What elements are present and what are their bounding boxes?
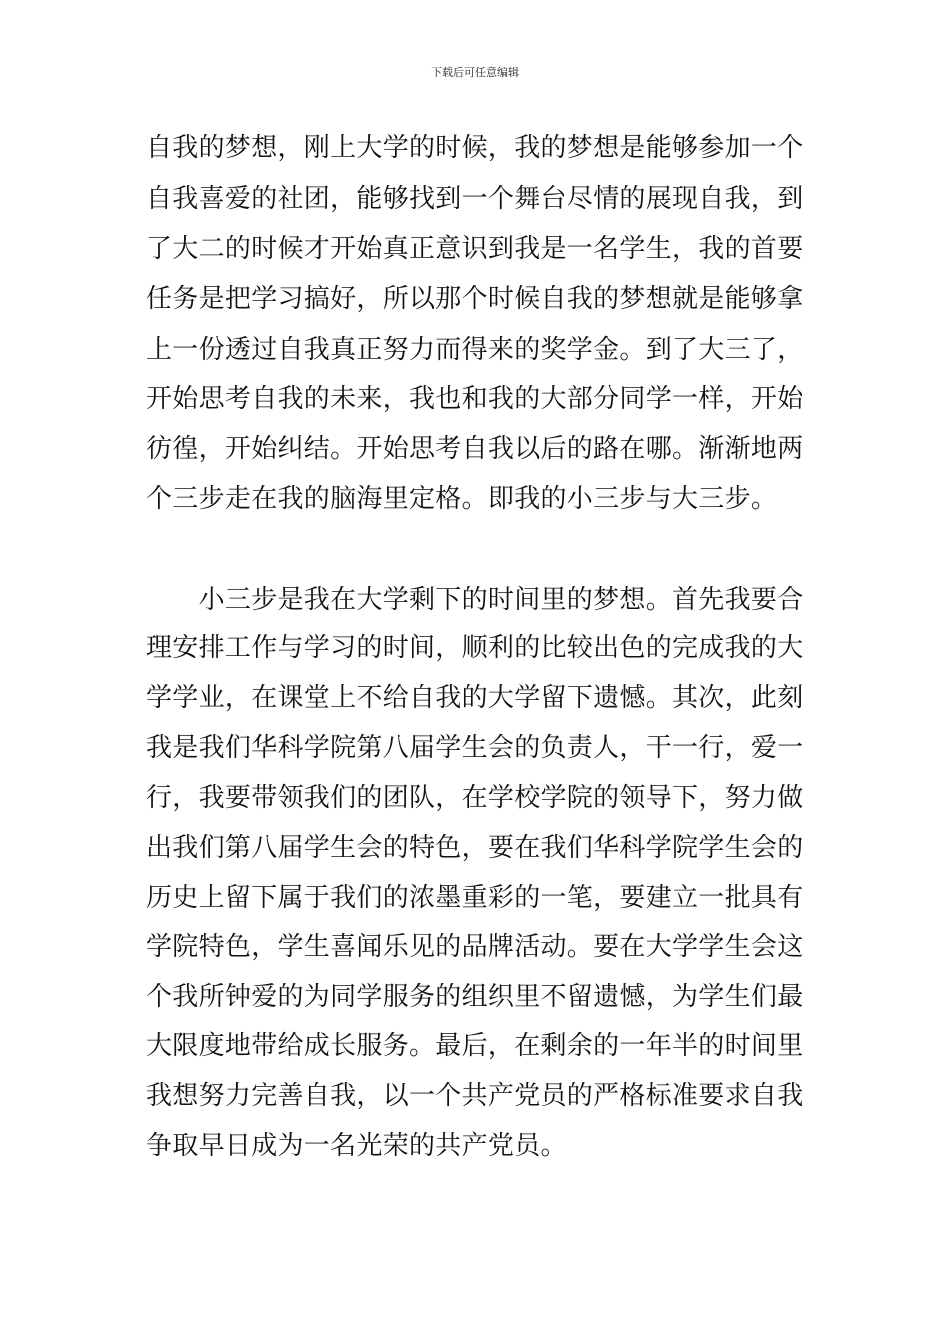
text-line: 大限度地带给成长服务。最后，在剩余的一年半的时间里 (146, 1031, 804, 1061)
text-line: 理安排工作与学习的时间，顺利的比较出色的完成我的大 (146, 633, 804, 663)
text-line: 出我们第八届学生会的特色，要在我们华科学院学生会的 (146, 833, 804, 863)
text-line: 开始思考自我的未来，我也和我的大部分同学一样，开始 (146, 384, 804, 414)
text-line: 上一份透过自我真正努力而得来的奖学金。到了大三了， (146, 335, 804, 365)
text-line: 学学业，在课堂上不给自我的大学留下遗憾。其次，此刻 (146, 683, 804, 713)
text-line: 自我喜爱的社团，能够找到一个舞台尽情的展现自我，到 (146, 184, 804, 214)
text-line: 个我所钟爱的为同学服务的组织里不留遗憾，为学生们最 (146, 982, 804, 1012)
text-line: 小三步是我在大学剩下的时间里的梦想。首先我要合 (146, 585, 804, 615)
text-line: 学院特色，学生喜闻乐见的品牌活动。要在大学学生会这 (146, 932, 804, 962)
text-line: 历史上留下属于我们的浓墨重彩的一笔，要建立一批具有 (146, 883, 804, 913)
text-line: 个三步走在我的脑海里定格。即我的小三步与大三步。 (146, 484, 778, 514)
text-line: 行，我要带领我们的团队，在学校学院的领导下，努力做 (146, 783, 804, 813)
text-line: 自我的梦想，刚上大学的时候，我的梦想是能够参加一个 (146, 133, 804, 163)
page-header: 下载后可任意编辑 (431, 66, 519, 79)
text-line: 我是我们华科学院第八届学生会的负责人，干一行，爱一 (146, 733, 804, 763)
text-line: 彷徨，开始纠结。开始思考自我以后的路在哪。渐渐地两 (146, 434, 804, 464)
text-line: 了大二的时候才开始真正意识到我是一名学生，我的首要 (146, 234, 804, 264)
text-line: 任务是把学习搞好，所以那个时候自我的梦想就是能够拿 (146, 284, 804, 314)
text-line: 争取早日成为一名光荣的共产党员。 (146, 1131, 567, 1161)
text-line: 我想努力完善自我，以一个共产党员的严格标准要求自我 (146, 1081, 804, 1111)
